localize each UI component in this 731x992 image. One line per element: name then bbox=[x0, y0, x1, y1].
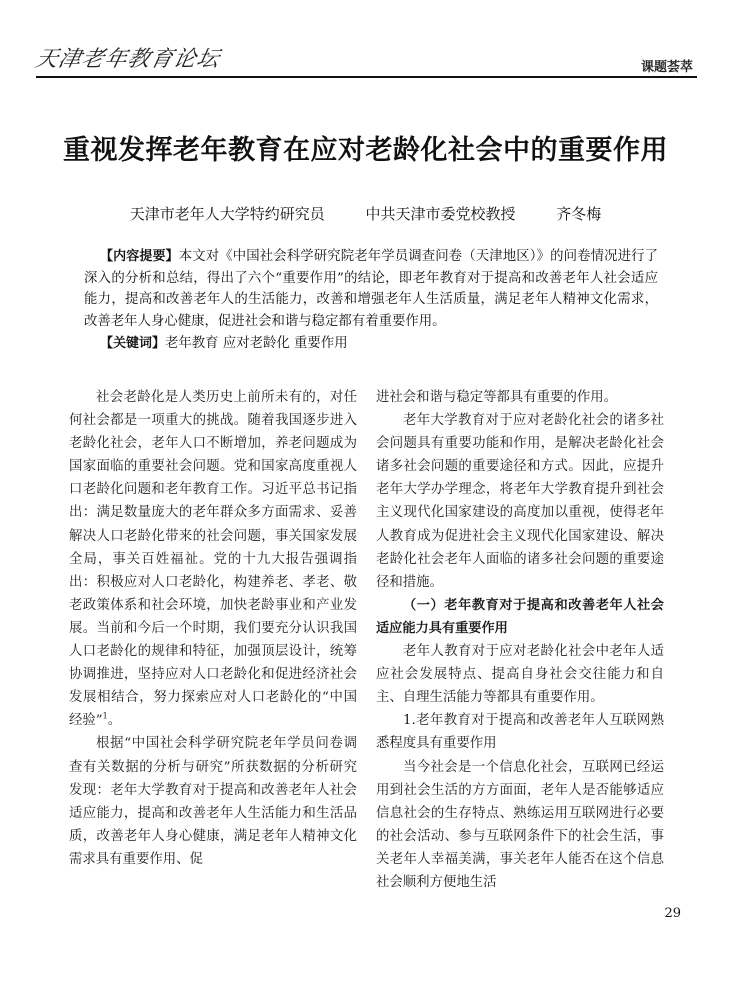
body-paragraph bbox=[69, 386, 357, 732]
keywords-label: 【关键词】 bbox=[100, 336, 166, 351]
abstract-paragraph bbox=[84, 246, 658, 332]
body-text: 社会老龄化是人类历史上前所未有的，对任何社会都是一项重大的挑战。随着我国逐步进入老龄化社会，老年人口不断增加，养老问题成为国家面临的重要社会问题。党和国家高度重视人口老龄化问题和老年教育工作。习近平总书记指出：满足数量庞大的老年群众多方面需求、妥善解决人口老龄化带来的社会问题，事关国家发展全局，事关百姓福祉。党的十九大报告强调指出：积极应对人口老龄化，构建养老、孝老、敬老政策体系和社会环境，加快老龄事业和产业发展。当前和今后一个时期，我们要充分认识我国人口老龄化的规律和特征，加强顶层设计，统筹协调推进，坚持应对人口老龄化和促进经济社会发展相结合，努力探索应对人口老龄化的“中国经验” bbox=[69, 390, 357, 729]
body-paragraph: 当今社会是一个信息化社会，互联网已经运用到社会生活的方方面面，老年人是否能够适应信息社会的生存特点、熟练运用互联网进行必要的社会活动、参与互联网条件下的社会生活，事关老年人幸福美满，事关老年人能否在这个信息社会顺利方便地生活 bbox=[376, 759, 664, 890]
keywords-text: 老年教育 应对老龄化 重要作用 bbox=[165, 336, 348, 351]
abstract-text: 本文对《中国社会科学研究院老年学员调查问卷（天津地区）》的问卷情况进行了深入的分析和总结，得出了六个“重要作用”的结论，即老年教育对于提高和改善老年人社会适应能力，提高和改善老年人的生活能力，改善和增强老年人生活质量，满足老年人精神文化需求，改善老年人身心健康，促进社会和谐与稳定都有着重要作用。 bbox=[84, 249, 658, 329]
body-text: 。 bbox=[107, 713, 122, 729]
body-paragraph: 根据“中国社会科学研究院老年学员问卷调查有关数据的分析与研究”所获数据的分析研究发现：老年大学教育对于提高和改善老年人社会适应能力，提高和改善老年人生活能力和生活品质，改善老年人身心健康，满足老年人精神文化需求具有重要作用、促 bbox=[69, 736, 357, 867]
abstract-block bbox=[84, 246, 658, 355]
author-line bbox=[0, 203, 731, 224]
journal-logo: 天津老年教育论坛 bbox=[32, 47, 223, 72]
subsection-heading: 1.老年教育对于提高和改善老年人互联网熟悉程度具有重要作用 bbox=[376, 713, 664, 752]
abstract-label: 【内容提要】 bbox=[100, 249, 179, 264]
body-column-right bbox=[376, 386, 664, 894]
page-number: 29 bbox=[664, 906, 681, 921]
section-tag: 课题荟萃 bbox=[640, 60, 693, 75]
author-name: 齐冬梅 bbox=[556, 205, 602, 223]
author-affiliation-1: 天津市老年人大学特约研究员 bbox=[129, 205, 325, 223]
keywords-paragraph bbox=[84, 333, 658, 355]
footnote-marker[interactable]: 1 bbox=[102, 711, 108, 721]
body-paragraph: 老年大学教育对于应对老龄化社会的诸多社会问题具有重要功能和作用，是解决老龄化社会诸多社会问题的重要途径和方式。因此，应提升老年大学办学理念，将老年大学教育提升到社会主义现代化国家建设的高度加以重视，使得老年人教育成为促进社会主义现代化国家建设、解决老龄化社会老年人面临的诸多社会问题的重要途径和措施。 bbox=[376, 413, 664, 590]
section-heading: （一）老年教育对于提高和改善老年人社会适应能力具有重要作用 bbox=[376, 597, 664, 636]
header-rule bbox=[36, 76, 697, 78]
body-column-left bbox=[69, 386, 357, 871]
page-header bbox=[32, 28, 697, 78]
body-paragraph: 老年人教育对于应对老龄化社会中老年人适应社会发展特点、提高自身社会交往能力和自主、自理生活能力等都具有重要作用。 bbox=[376, 644, 664, 706]
body-paragraph: 进社会和谐与稳定等都具有重要的作用。 bbox=[376, 390, 618, 405]
article-title: 重视发挥老年教育在应对老龄化社会中的重要作用 bbox=[63, 135, 668, 166]
author-affiliation-2: 中共天津市委党校教授 bbox=[365, 205, 516, 223]
